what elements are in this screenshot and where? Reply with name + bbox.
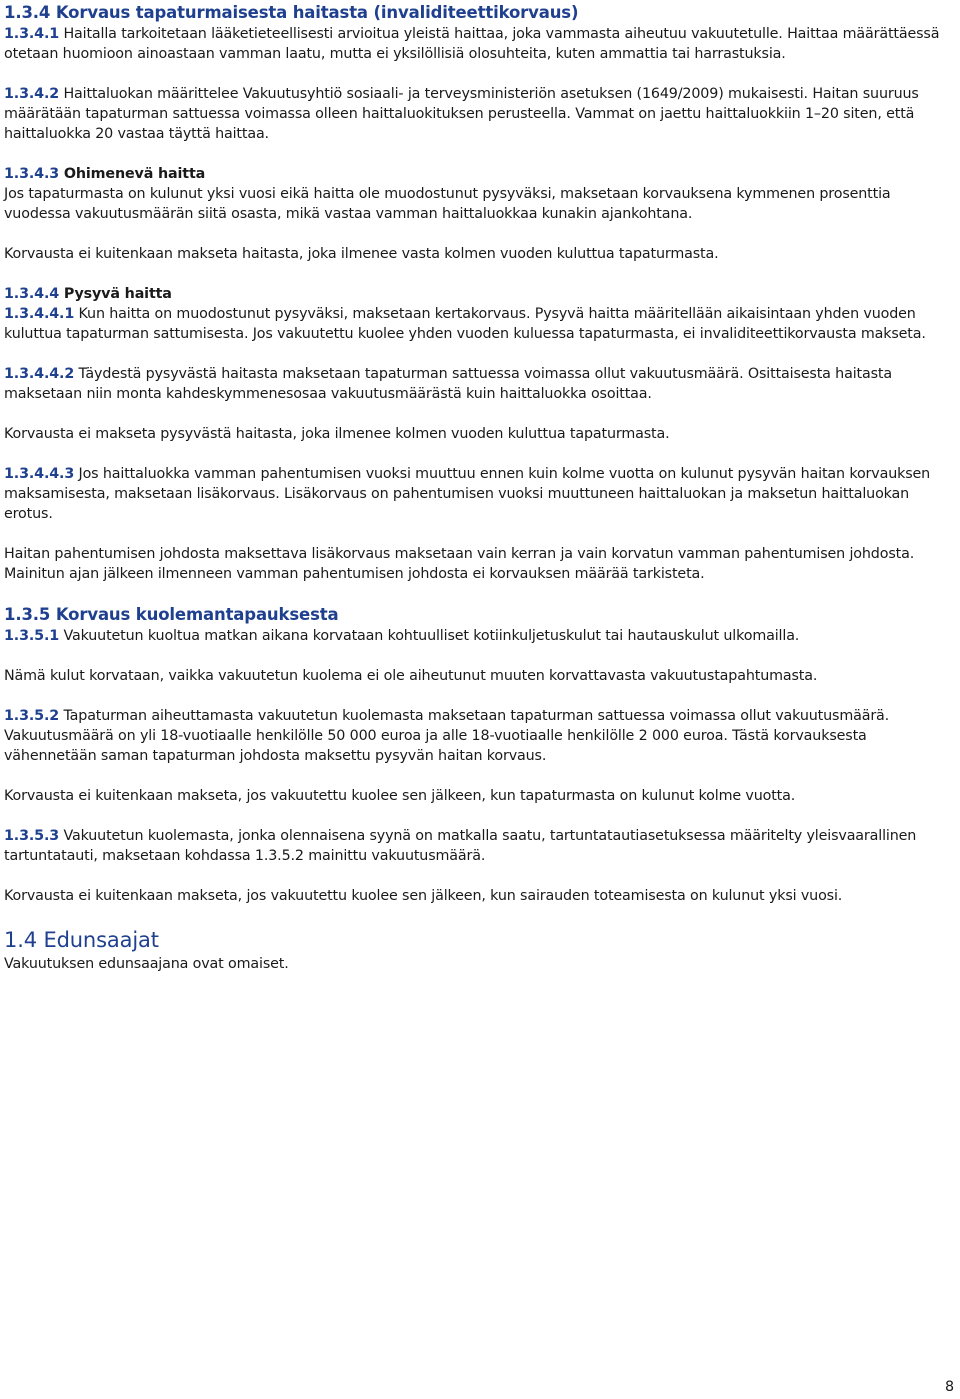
paragraph-text: Korvausta ei kuitenkaan makseta haitasta, joka ilmenee vasta kolmen vuoden kuluttua tapaturmasta. <box>4 246 719 262</box>
clause-number: 1.3.5.1 <box>4 628 60 644</box>
paragraph-1-3-5-3 <box>4 826 958 866</box>
clause-text: Kun haitta on muodostunut pysyväksi, maksetaan kertakorvaus. Pysyvä haitta määritellään aikaisintaan yhden vuoden kuluttua tapaturman sattumisesta. Jos vakuutettu kuolee yhden vuoden kuluessa tapaturmasta, ei invaliditeettikorvausta makseta. <box>4 306 926 342</box>
clause-text: Täydestä pysyvästä haitasta maksetaan tapaturman sattuessa voimassa ollut vakuutusmäärä. Osittaisesta haitasta maksetaan niin monta kahdeskymmenesosaa vakuutusmäärästä kuin haittaluokka osoittaa. <box>4 366 892 402</box>
clause-text: Jos haittaluokka vamman pahentumisen vuoksi muuttuu ennen kuin kolme vuotta on kulunut pysyvän haitan korvauksen maksamisesta, maksetaan lisäkorvaus. Lisäkorvaus on pahentumisen vuoksi muuttuneen haittaluokan ja maksetun haittaluokan erotus. <box>4 466 931 522</box>
paragraph-1-3-4-4-3 <box>4 464 958 524</box>
document-page <box>4 2 958 974</box>
clause-text: Haittaluokan määrittelee Vakuutusyhtiö sosiaali- ja terveysministeriön asetuksen (1649/2009) mukaisesti. Haitan suuruus määrätään tapaturman sattuessa voimassa olleen haittaluokituksen perusteella. Vammat on jaettu haittaluokkiin 1–20 siten, että haittaluokka 20 vastaa täyttä haittaa. <box>4 86 919 142</box>
paragraph-1-3-5-2 <box>4 706 958 766</box>
paragraph-1-3-4-2 <box>4 84 958 144</box>
paragraph-text: Korvausta ei kuitenkaan makseta, jos vakuutettu kuolee sen jälkeen, kun sairauden toteamisesta on kulunut yksi vuosi. <box>4 888 843 904</box>
section-heading-1-3-4: 1.3.4 Korvaus tapaturmaisesta haitasta (invaliditeettikorvaus) <box>4 3 579 22</box>
paragraph-1-3-4-4-2 <box>4 364 958 404</box>
clause-text: Tapaturman aiheuttamasta vakuutetun kuolemasta maksetaan tapaturman sattuessa voimassa ollut vakuutusmäärä. Vakuutusmäärä on yli 18-vuotiaalle henkilölle 50 000 euroa ja alle 18-vuotiaalle henkilölle 2 000 euroa. Tästä korvauksesta vähennetään saman tapaturman johdosta maksettu pysyvän haitan korvaus. <box>4 708 890 764</box>
paragraph-1-3-5-1 <box>4 626 958 646</box>
clause-number: 1.3.5.3 <box>4 828 60 844</box>
clause-number: 1.3.4.4.2 <box>4 366 75 382</box>
paragraph-text: Vakuutuksen edunsaajana ovat omaiset. <box>4 956 289 972</box>
clause-number: 1.3.4.4.1 <box>4 306 75 322</box>
clause-number: 1.3.5.2 <box>4 708 60 724</box>
paragraph-text: Nämä kulut korvataan, vaikka vakuutetun kuolema ei ole aiheutunut muuten korvattavasta vakuutustapahtumasta. <box>4 668 818 684</box>
clause-number: 1.3.4.1 <box>4 26 60 42</box>
paragraph-text: Korvausta ei makseta pysyvästä haitasta, joka ilmenee kolmen vuoden kuluttua tapaturmasta. <box>4 426 670 442</box>
clause-text: Haitalla tarkoitetaan lääketieteellisesti arvioitua yleistä haittaa, joka vammasta aiheutuu vakuutetulle. Haittaa määrättäessä otetaan huomioon ainoastaan vamman laatu, mutta ei yksilöllisiä olosuhteita, kuten ammattia tai harrastuksia. <box>4 26 940 62</box>
paragraph-text: Korvausta ei kuitenkaan makseta, jos vakuutettu kuolee sen jälkeen, kun tapaturmasta on kulunut kolme vuotta. <box>4 788 796 804</box>
clause-number: 1.3.4.4.3 <box>4 466 75 482</box>
clause-number: 1.3.4.4 <box>4 286 60 302</box>
paragraph-1-3-4-4-1 <box>4 304 958 344</box>
subheading-1-3-4-3 <box>4 164 958 184</box>
clause-number: 1.3.4.2 <box>4 86 60 102</box>
subheading-title: Ohimenevä haitta <box>59 166 206 182</box>
paragraph-text: Haitan pahentumisen johdosta maksettava lisäkorvaus maksetaan vain kerran ja vain korvatun vamman pahentumisen johdosta. Mainitun ajan jälkeen ilmenneen vamman pahentumisen johdosta ei korvauksen määrää tarkisteta. <box>4 546 915 582</box>
clause-text: Vakuutetun kuoltua matkan aikana korvataan kohtuulliset kotiinkuljetuskulut tai hautauskulut ulkomailla. <box>59 628 800 644</box>
paragraph-text: Jos tapaturmasta on kulunut yksi vuosi eikä haitta ole muodostunut pysyväksi, maksetaan korvauksena kymmenen prosenttia vuodessa vakuutusmäärän siitä osasta, mikä vastaa vamman haittaluokkaa kunakin ajankohtana. <box>4 186 891 222</box>
section-heading-1-4: 1.4 Edunsaajat <box>4 928 159 952</box>
clause-text: Vakuutetun kuolemasta, jonka olennaisena syynä on matkalla saatu, tartuntatautiasetuksessa määritelty yleisvaarallinen tartuntatauti, maksetaan kohdassa 1.3.5.2 mainittu vakuutusmäärä. <box>4 828 917 864</box>
paragraph-1-3-4-1 <box>4 24 958 64</box>
section-heading-1-3-5: 1.3.5 Korvaus kuolemantapauksesta <box>4 605 339 624</box>
subheading-title: Pysyvä haitta <box>59 286 172 302</box>
clause-number: 1.3.4.3 <box>4 166 60 182</box>
subheading-1-3-4-4 <box>4 284 958 304</box>
page-number: 8 <box>945 1379 954 1395</box>
